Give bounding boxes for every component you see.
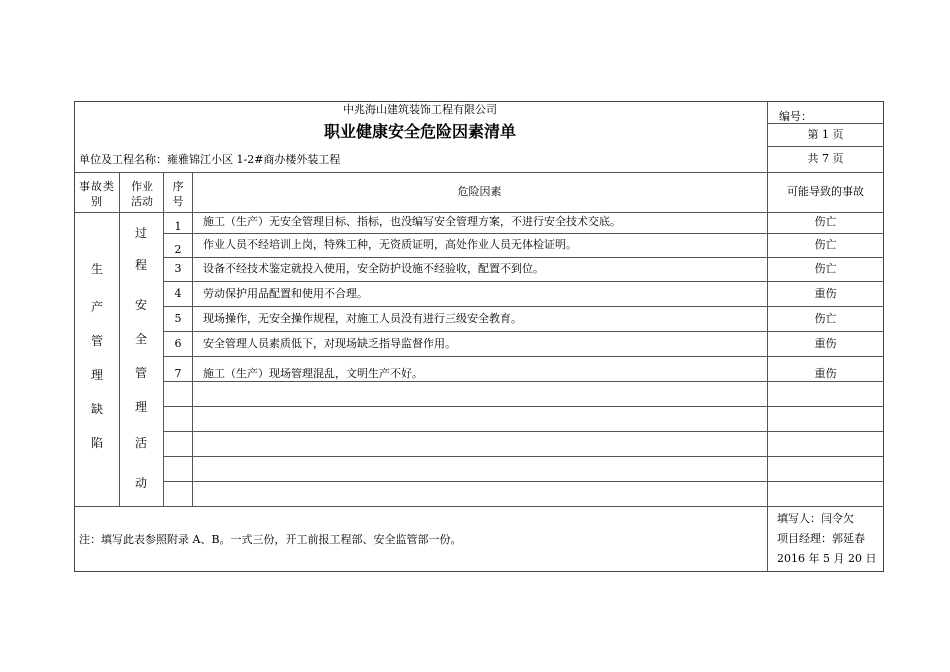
row-result: 伤亡 (814, 312, 837, 325)
category-char: 陷 (90, 436, 103, 450)
page-total: 共 7 页 (807, 152, 844, 165)
row-line (163, 481, 884, 482)
column-header-line (74, 212, 884, 213)
row-number: 6 (174, 337, 182, 350)
row-hazard: 施工（生产）现场管理混乱，文明生产不好。 (203, 367, 423, 380)
row-number: 3 (174, 262, 182, 275)
activity-char: 理 (134, 400, 147, 414)
row-line (163, 456, 884, 457)
fill-date: 2016 年 5 月 20 日 (777, 552, 877, 565)
row-line (163, 257, 884, 258)
row-hazard: 施工（生产）无安全管理目标、指标，也没编写安全管理方案，不进行安全技术交底。 (203, 215, 621, 228)
column-activity: 作业活动 (131, 180, 153, 208)
row-hazard: 劳动保护用品配置和使用不合理。 (203, 287, 368, 300)
form-code-label: 编号： (779, 110, 812, 123)
row-number: 1 (174, 220, 182, 233)
header-line (74, 172, 884, 173)
row-result: 伤亡 (814, 215, 837, 228)
form-title: 职业健康安全危险因素清单 (323, 122, 516, 141)
row-line (163, 381, 884, 382)
activity-char: 活 (134, 436, 147, 450)
row-line (163, 356, 884, 357)
row-result: 伤亡 (814, 262, 837, 275)
activity-char: 全 (134, 332, 147, 346)
category-char: 缺 (90, 402, 103, 416)
row-line (163, 406, 884, 407)
row-number: 2 (174, 243, 182, 256)
company-name: 中兆海山建筑装饰工程有限公司 (343, 103, 497, 116)
row-hazard: 现场操作，无安全操作规程，对施工人员没有进行三级安全教育。 (203, 312, 522, 325)
row-line (163, 281, 884, 282)
activity-char: 安 (134, 298, 147, 312)
row-hazard: 设备不经技术鉴定就投入使用，安全防护设施不经验收，配置不到位。 (203, 262, 544, 275)
row-line (163, 233, 884, 234)
row-hazard: 作业人员不经培训上岗，特殊工种，无资质证明，高处作业人员无体检证明。 (203, 238, 577, 251)
column-seq: 序号 (172, 180, 184, 208)
row-number: 4 (174, 287, 182, 300)
column-consequence: 可能导致的事故 (787, 185, 864, 198)
project-manager: 项目经理：郭延春 (777, 532, 865, 545)
column-hazard: 危险因素 (457, 185, 502, 198)
column-accident-type: 事故类别 (79, 180, 115, 208)
category-char: 理 (90, 368, 103, 382)
row-number: 7 (174, 367, 182, 380)
header-right-divider (767, 101, 768, 173)
row-result: 伤亡 (814, 238, 837, 251)
activity-char: 管 (134, 366, 147, 380)
header-line (767, 123, 884, 124)
row-line (163, 431, 884, 432)
activity-char: 过 (134, 226, 147, 240)
activity-char: 程 (134, 258, 147, 272)
row-number: 5 (174, 312, 182, 325)
header-line (767, 146, 884, 147)
category-char: 管 (90, 334, 103, 348)
row-result: 重伤 (814, 287, 837, 300)
row-result: 重伤 (814, 367, 837, 380)
category-char: 产 (90, 300, 103, 314)
footer-note: 注：填写此表参照附录 A、B。一式三份，开工前报工程部、安全监管部一份。 (79, 533, 462, 546)
unit-value: 雍雅锦江小区 1-2#商办楼外装工程 (167, 153, 341, 166)
category-char: 生 (90, 262, 103, 276)
row-result: 重伤 (814, 337, 837, 350)
row-line (163, 331, 884, 332)
footer-line (74, 506, 884, 507)
unit-label: 单位及工程名称： (79, 153, 167, 166)
unit-project-line (79, 154, 340, 166)
row-hazard: 安全管理人员素质低下，对现场缺乏指导监督作用。 (203, 337, 456, 350)
grid-line (119, 172, 120, 506)
page-current: 第 1 页 (807, 128, 844, 141)
filler-signature: 填写人：闫令欠 (777, 512, 854, 525)
activity-char: 动 (134, 476, 147, 490)
row-line (163, 306, 884, 307)
